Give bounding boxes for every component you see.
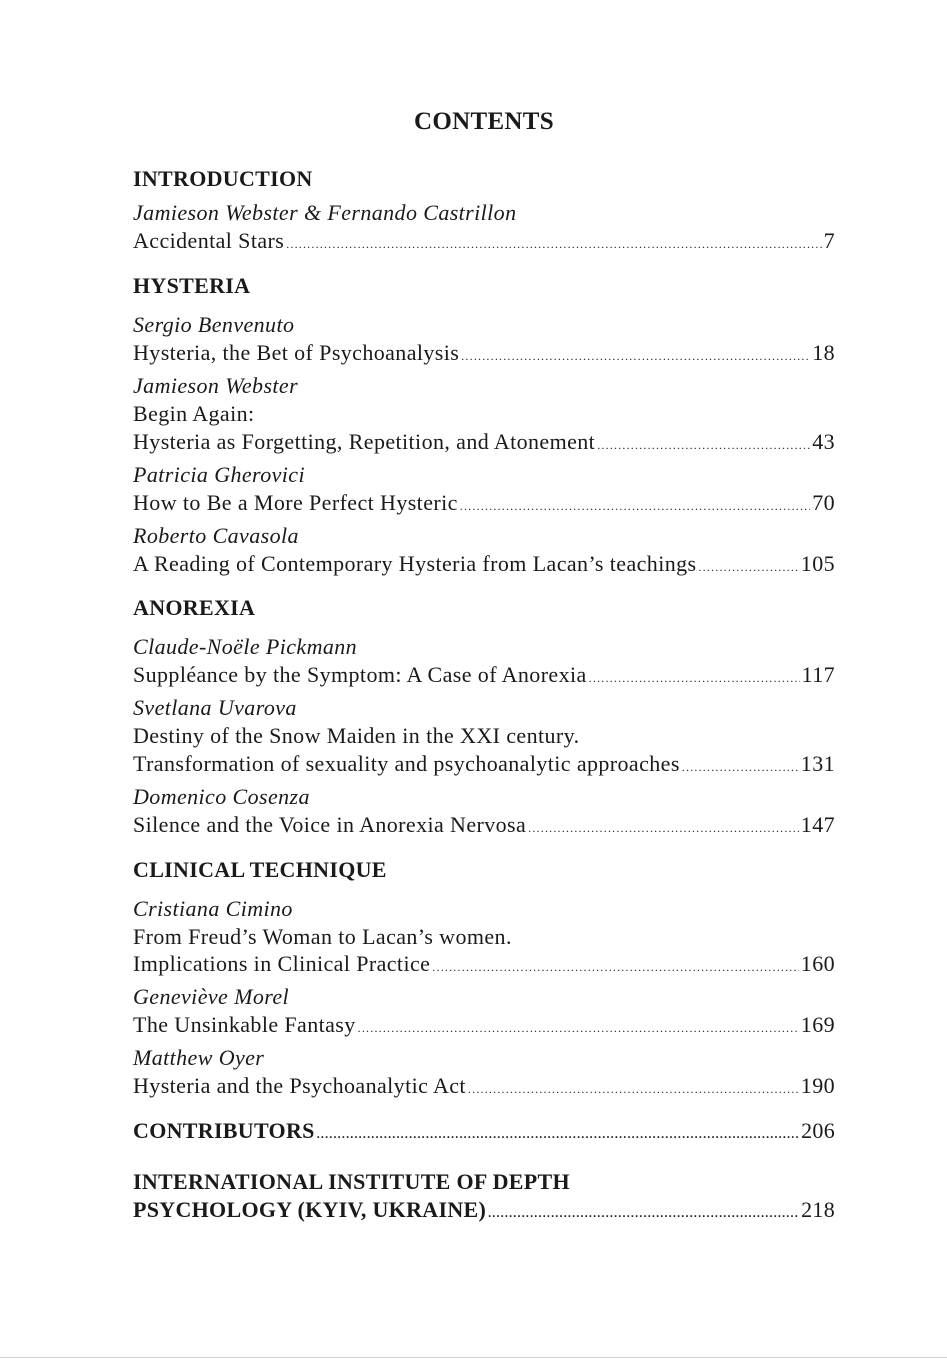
entry-page-number: 117 — [801, 662, 835, 687]
entry-page-number: 218 — [801, 1197, 835, 1222]
dot-leader — [461, 349, 810, 364]
dot-leader — [432, 960, 799, 975]
toc-entry[interactable] — [133, 340, 835, 366]
entry-author: Matthew Oyer — [133, 1045, 265, 1070]
entry-page-number: 169 — [800, 1012, 835, 1037]
institute-heading-line: INTERNATIONAL INSTITUTE OF DEPTH — [133, 1169, 570, 1194]
dot-leader — [589, 671, 800, 686]
dot-leader — [468, 1082, 799, 1097]
entry-title: Hysteria and the Psychoanalytic Act — [133, 1073, 466, 1098]
entry-title: A Reading of Contemporary Hysteria from Lacan’s teachings — [133, 551, 697, 576]
entry-author: Cristiana Cimino — [133, 896, 293, 921]
entry-title: CONTRIBUTORS — [133, 1118, 315, 1143]
entry-title: Hysteria as Forgetting, Repetition, and Atonement — [133, 429, 596, 454]
entry-page-number: 190 — [800, 1073, 835, 1098]
entry-page-number: 70 — [812, 490, 835, 515]
entry-author: Jamieson Webster & Fernando Castrillon — [133, 200, 517, 225]
entry-author: Patricia Gherovici — [133, 462, 305, 487]
entry-title: Implications in Clinical Practice — [133, 951, 431, 976]
toc-entry[interactable] — [133, 228, 835, 254]
section-heading-introduction: INTRODUCTION — [133, 166, 313, 191]
toc-entry[interactable] — [133, 429, 835, 455]
dot-leader — [358, 1021, 799, 1036]
entry-title: How to Be a More Perfect Hysteric — [133, 490, 458, 515]
toc-entry[interactable] — [133, 490, 835, 516]
dot-leader — [528, 821, 799, 836]
section-heading-anorexia: ANOREXIA — [133, 595, 256, 620]
entry-author: Claude-Noële Pickmann — [133, 634, 358, 659]
entry-page-number: 43 — [812, 429, 835, 454]
dot-leader — [698, 560, 798, 575]
entry-page-number: 7 — [823, 228, 835, 253]
entry-title: Accidental Stars — [133, 228, 285, 253]
toc-entry[interactable] — [133, 1073, 835, 1099]
entry-author: Jamieson Webster — [133, 373, 299, 398]
entry-page-number: 147 — [800, 812, 835, 837]
dot-leader — [286, 237, 821, 252]
dot-leader — [460, 499, 810, 514]
entry-page-number: 160 — [800, 951, 835, 976]
entry-title-line: Destiny of the Snow Maiden in the XXI century. — [133, 723, 580, 748]
entry-author: Sergio Benvenuto — [133, 312, 295, 337]
toc-entry-institute[interactable] — [133, 1197, 835, 1223]
entry-title: The Unsinkable Fantasy — [133, 1012, 356, 1037]
page-title: CONTENTS — [414, 108, 554, 135]
entry-author: Svetlana Uvarova — [133, 695, 297, 720]
entry-title: Suppléance by the Symptom: A Case of Anorexia — [133, 662, 587, 687]
entry-author: Geneviève Morel — [133, 984, 290, 1009]
entry-author: Domenico Cosenza — [133, 784, 310, 809]
dot-leader — [597, 438, 810, 453]
toc-entry[interactable] — [133, 751, 835, 777]
entry-title-line: From Freud’s Woman to Lacan’s women. — [133, 924, 512, 949]
entry-page-number: 105 — [800, 551, 835, 576]
toc-entry[interactable] — [133, 951, 835, 977]
entry-title: Silence and the Voice in Anorexia Nervosa — [133, 812, 527, 837]
page-bottom-rule — [0, 1357, 947, 1358]
toc-entry[interactable] — [133, 1012, 835, 1038]
section-heading-clinical-technique: CLINICAL TECHNIQUE — [133, 857, 387, 882]
dot-leader — [488, 1206, 799, 1221]
entry-page-number: 206 — [801, 1118, 835, 1143]
entry-title: PSYCHOLOGY (KYIV, UKRAINE) — [133, 1197, 487, 1222]
dot-leader — [682, 760, 799, 775]
entry-page-number: 18 — [812, 340, 835, 365]
section-heading-hysteria: HYSTERIA — [133, 273, 251, 298]
entry-title: Hysteria, the Bet of Psychoanalysis — [133, 340, 460, 365]
toc-entry[interactable] — [133, 812, 835, 838]
toc-entry-contributors[interactable] — [133, 1118, 835, 1144]
entry-author: Roberto Cavasola — [133, 523, 299, 548]
toc-entry[interactable] — [133, 662, 835, 688]
entry-page-number: 131 — [800, 751, 835, 776]
toc-entry[interactable] — [133, 551, 835, 577]
entry-title-line: Begin Again: — [133, 401, 255, 426]
entry-title: Transformation of sexuality and psychoanalytic approaches — [133, 751, 680, 776]
dot-leader — [317, 1127, 799, 1142]
